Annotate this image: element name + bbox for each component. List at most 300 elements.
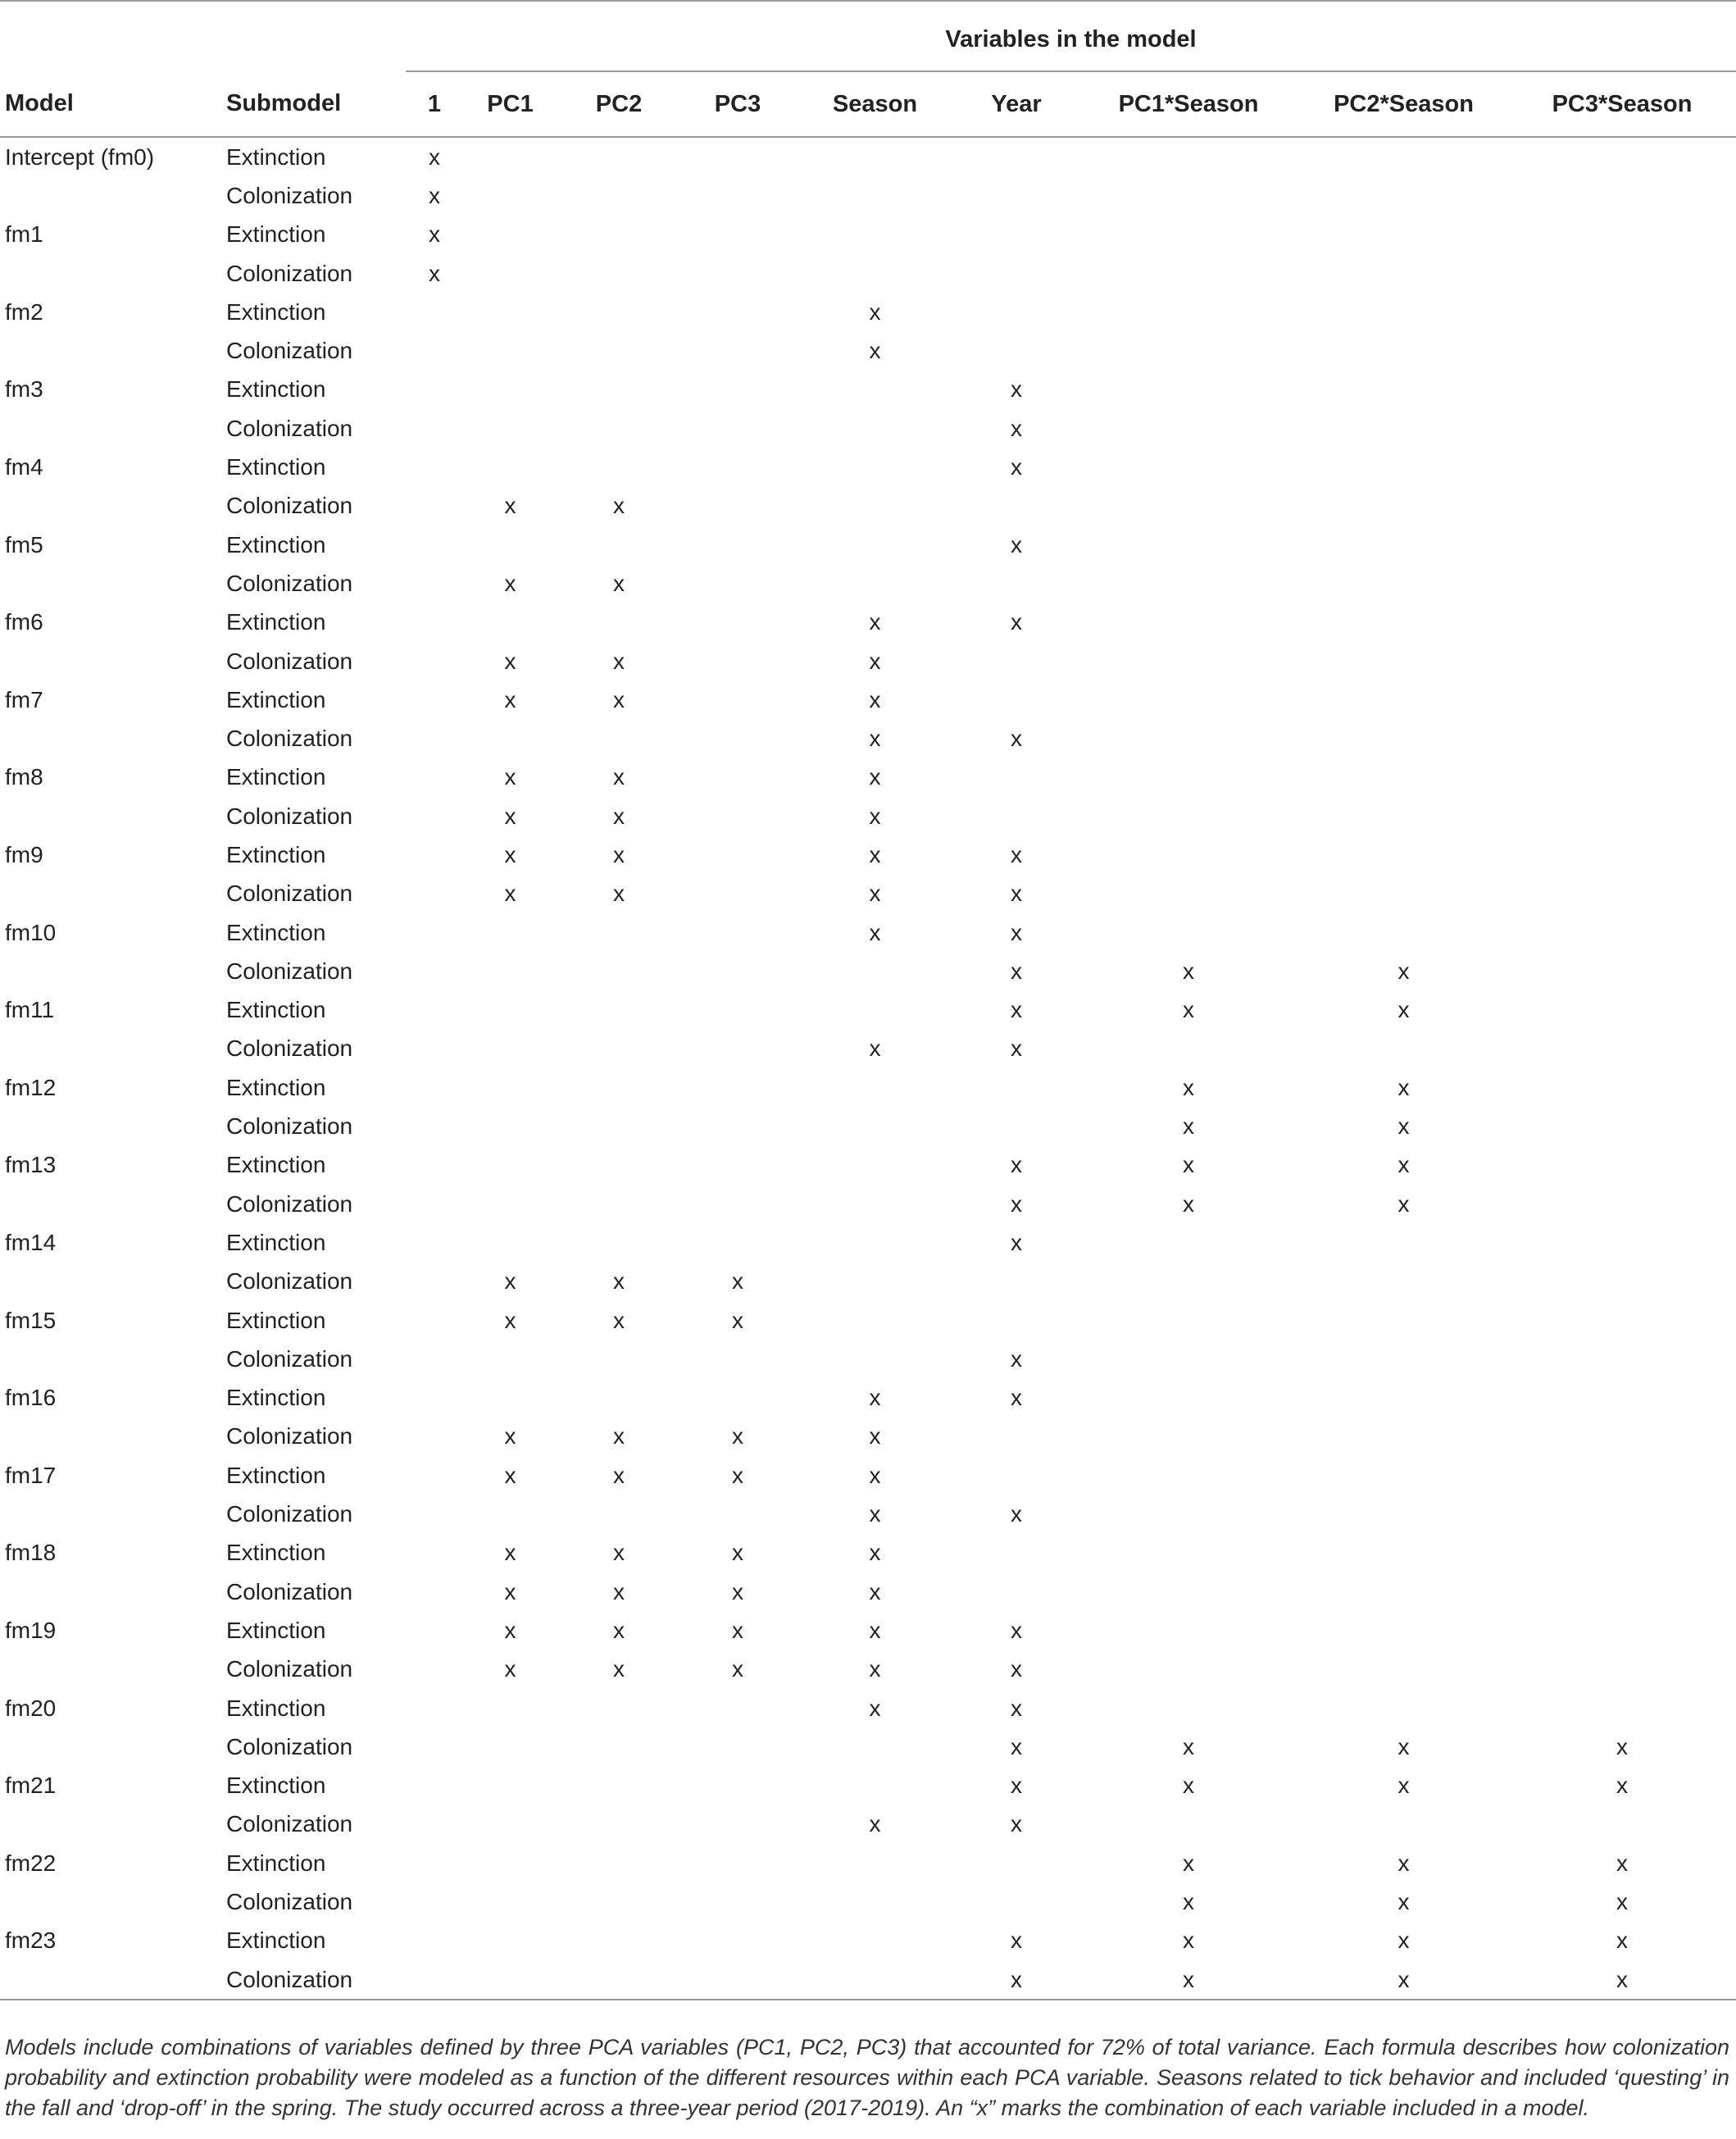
empty-cell <box>1299 603 1508 642</box>
inclusion-mark-cell: x <box>1011 841 1022 867</box>
empty-cell <box>680 137 795 176</box>
empty-cell <box>557 1689 680 1727</box>
empty-cell <box>1299 719 1508 758</box>
inclusion-mark-cell: x <box>1183 958 1194 984</box>
empty-cell <box>406 526 463 564</box>
empty-cell <box>406 293 463 331</box>
inclusion-mark-cell: x <box>504 493 516 519</box>
empty-cell <box>1508 137 1736 176</box>
empty-cell <box>406 1689 463 1727</box>
model-cell <box>0 564 221 603</box>
inclusion-mark-cell: x <box>504 764 516 790</box>
inclusion-mark-cell: x <box>1011 1152 1022 1178</box>
model-cell <box>0 1650 221 1689</box>
empty-cell <box>463 1960 557 2000</box>
inclusion-mark-cell: x <box>429 221 440 248</box>
model-cell: fm5 <box>5 531 43 558</box>
empty-cell <box>463 1107 557 1145</box>
empty-cell <box>795 1340 955 1378</box>
empty-cell <box>795 952 955 990</box>
submodel-cell: Extinction <box>226 1695 326 1721</box>
empty-cell <box>406 1805 463 1844</box>
inclusion-mark-cell: x <box>1078 1960 1299 2000</box>
inclusion-mark-cell: x <box>613 803 625 829</box>
inclusion-mark-cell: x <box>1616 1927 1628 1954</box>
model-cell: fm16 <box>5 1385 57 1411</box>
inclusion-mark-cell: x <box>613 1540 625 1566</box>
table-row <box>0 1185 1736 1223</box>
empty-cell <box>557 409 680 448</box>
empty-cell <box>680 1030 795 1068</box>
empty-cell <box>557 1844 680 1882</box>
empty-cell <box>1299 564 1508 603</box>
model-cell <box>0 176 221 215</box>
empty-cell <box>1078 1805 1299 1844</box>
inclusion-mark-cell: x <box>1011 1190 1022 1217</box>
inclusion-mark-cell: x <box>1011 1656 1022 1682</box>
empty-cell <box>406 1922 463 1960</box>
empty-cell <box>1078 1223 1299 1262</box>
empty-cell <box>1508 1611 1736 1650</box>
empty-cell <box>1299 1340 1508 1378</box>
inclusion-mark-cell: x <box>732 1540 743 1566</box>
inclusion-mark-cell: x <box>613 1268 625 1295</box>
inclusion-mark-cell: x <box>1183 1850 1194 1876</box>
table-row <box>0 1805 1736 1844</box>
submodel-cell: Extinction <box>226 376 326 403</box>
model-cell: fm18 <box>5 1540 57 1566</box>
table-row <box>0 1727 1736 1766</box>
empty-cell <box>1508 1185 1736 1223</box>
inclusion-mark-cell: x <box>504 1617 516 1643</box>
empty-cell <box>1078 1689 1299 1727</box>
empty-cell <box>406 680 463 719</box>
inclusion-mark-cell: x <box>1011 1385 1022 1411</box>
inclusion-mark-cell: x <box>613 1462 625 1488</box>
empty-cell <box>557 331 680 370</box>
empty-cell <box>406 1418 463 1456</box>
empty-cell <box>557 913 680 952</box>
empty-cell <box>1078 254 1299 293</box>
model-cell <box>0 409 221 448</box>
model-cell <box>0 719 221 758</box>
inclusion-mark-cell: x <box>1397 1773 1410 1799</box>
model-cell <box>0 1263 221 1301</box>
inclusion-mark-cell: x <box>613 1617 625 1643</box>
empty-cell <box>406 603 463 642</box>
empty-cell <box>1299 1456 1508 1495</box>
model-cell: fm21 <box>5 1773 57 1799</box>
inclusion-mark-cell: x <box>732 1578 743 1604</box>
empty-cell <box>557 1727 680 1766</box>
empty-cell <box>1508 991 1736 1030</box>
empty-cell <box>557 1185 680 1223</box>
empty-cell <box>557 1379 680 1418</box>
empty-cell <box>955 1572 1078 1611</box>
inclusion-mark-cell: x <box>1011 1617 1022 1643</box>
empty-cell <box>1508 1689 1736 1727</box>
submodel-cell: Extinction <box>226 1152 326 1178</box>
inclusion-mark-cell: x <box>869 686 881 712</box>
inclusion-mark-cell: x <box>429 143 440 170</box>
empty-cell <box>680 1844 795 1882</box>
model-cell: fm12 <box>5 1074 57 1100</box>
empty-cell <box>406 835 463 874</box>
submodel-cell: Colonization <box>226 803 353 829</box>
empty-cell <box>955 176 1078 215</box>
inclusion-mark-cell: x <box>869 1035 881 1062</box>
inclusion-mark-cell: x <box>613 1307 625 1333</box>
empty-cell <box>406 719 463 758</box>
table-row <box>0 991 1736 1030</box>
model-cell <box>0 952 221 990</box>
inclusion-mark-cell: x <box>732 1268 743 1295</box>
column-header-row <box>0 71 1736 137</box>
empty-cell <box>406 1456 463 1495</box>
empty-cell <box>1508 409 1736 448</box>
submodel-cell: Extinction <box>226 1229 326 1255</box>
empty-cell <box>463 448 557 486</box>
table-row <box>0 1611 1736 1650</box>
empty-cell <box>1508 1379 1736 1418</box>
table-row <box>0 913 1736 952</box>
empty-cell <box>406 1960 463 2000</box>
empty-cell <box>1508 1263 1736 1301</box>
empty-cell <box>406 1223 463 1262</box>
table-row <box>0 1572 1736 1611</box>
empty-cell <box>463 409 557 448</box>
table-row <box>0 835 1736 874</box>
empty-cell <box>795 1844 955 1882</box>
empty-cell <box>463 1030 557 1068</box>
submodel-cell: Extinction <box>226 919 326 945</box>
inclusion-mark-cell: x <box>1397 1113 1410 1140</box>
submodel-cell: Colonization <box>226 1811 353 1837</box>
empty-cell <box>406 409 463 448</box>
empty-cell <box>1078 331 1299 370</box>
submodel-cell: Extinction <box>226 1850 326 1876</box>
empty-cell <box>406 1766 463 1804</box>
empty-cell <box>680 1340 795 1378</box>
empty-cell <box>795 1960 955 2000</box>
empty-cell <box>1299 1495 1508 1533</box>
inclusion-mark-cell: x <box>1183 997 1194 1023</box>
table-row <box>0 487 1736 526</box>
submodel-cell: Extinction <box>226 531 326 558</box>
inclusion-mark-cell: x <box>1397 958 1410 984</box>
empty-cell <box>463 603 557 642</box>
column-header-pc2-season: PC2*Season <box>1299 71 1508 137</box>
table-row <box>0 758 1736 797</box>
empty-cell <box>1508 1223 1736 1262</box>
inclusion-mark-cell: x <box>1616 1773 1628 1799</box>
inclusion-mark-cell: x <box>1011 609 1022 635</box>
empty-cell <box>795 1107 955 1145</box>
empty-cell <box>463 1068 557 1107</box>
empty-cell <box>1508 1418 1736 1456</box>
submodel-cell: Extinction <box>226 764 326 790</box>
model-cell <box>0 1107 221 1145</box>
inclusion-mark-cell: x <box>869 1656 881 1682</box>
inclusion-mark-cell: x <box>869 1385 881 1411</box>
empty-cell <box>406 1572 463 1611</box>
empty-cell <box>406 331 463 370</box>
empty-cell <box>1508 1572 1736 1611</box>
model-cell <box>0 1960 221 2000</box>
empty-cell <box>557 176 680 215</box>
empty-cell <box>680 216 795 254</box>
inclusion-mark-cell: x <box>1011 1811 1022 1837</box>
model-cell <box>0 642 221 680</box>
empty-cell <box>955 1456 1078 1495</box>
empty-cell <box>955 680 1078 719</box>
empty-cell <box>955 758 1078 797</box>
inclusion-mark-cell: x <box>869 1423 881 1450</box>
empty-cell <box>1508 1534 1736 1572</box>
empty-cell <box>680 176 795 215</box>
empty-cell <box>1508 835 1736 874</box>
inclusion-mark-cell: x <box>504 648 516 674</box>
empty-cell <box>1078 875 1299 913</box>
empty-cell <box>1078 603 1299 642</box>
submodel-cell: Colonization <box>226 1889 353 1914</box>
submodel-cell: Extinction <box>226 841 326 867</box>
inclusion-mark-cell: x <box>1397 1074 1410 1100</box>
inclusion-mark-cell: x <box>869 1578 881 1604</box>
empty-cell <box>557 1030 680 1068</box>
empty-cell <box>1299 680 1508 719</box>
inclusion-mark-cell: x <box>1011 1773 1022 1799</box>
empty-cell <box>557 1107 680 1145</box>
empty-cell <box>680 487 795 526</box>
empty-cell <box>1299 254 1508 293</box>
empty-cell <box>1078 1263 1299 1301</box>
submodel-cell: Colonization <box>226 958 353 984</box>
empty-cell <box>1508 1495 1736 1533</box>
table-row <box>0 642 1736 680</box>
inclusion-mark-cell: x <box>1011 376 1022 403</box>
empty-cell <box>1508 1340 1736 1378</box>
inclusion-mark-cell: x <box>1011 1345 1022 1372</box>
group-header-row <box>0 8 1736 71</box>
empty-cell <box>955 331 1078 370</box>
group-header: Variables in the model <box>406 8 1736 71</box>
empty-cell <box>406 875 463 913</box>
empty-cell <box>557 137 680 176</box>
model-cell <box>0 254 221 293</box>
empty-cell <box>463 1223 557 1262</box>
submodel-cell: Colonization <box>226 648 353 674</box>
empty-cell <box>406 1185 463 1223</box>
table-row <box>0 603 1736 642</box>
inclusion-mark-cell: x <box>869 338 881 364</box>
submodel-cell: Colonization <box>226 1268 353 1295</box>
empty-cell <box>680 293 795 331</box>
empty-cell <box>795 409 955 448</box>
inclusion-mark-cell: x <box>1508 1960 1736 2000</box>
model-cell: fm10 <box>5 919 57 945</box>
model-cell: fm17 <box>5 1462 57 1488</box>
empty-cell <box>795 1146 955 1185</box>
submodel-cell: Colonization <box>226 1733 353 1759</box>
empty-cell <box>680 758 795 797</box>
submodel-cell: Colonization <box>226 1345 353 1372</box>
empty-cell <box>795 1922 955 1960</box>
inclusion-mark-cell: x <box>1011 1035 1022 1062</box>
empty-cell <box>463 719 557 758</box>
empty-cell <box>1299 448 1508 486</box>
empty-cell <box>1508 487 1736 526</box>
inclusion-mark-cell: x <box>1011 454 1022 480</box>
empty-cell <box>680 835 795 874</box>
submodel-cell: Colonization <box>226 570 353 596</box>
inclusion-mark-cell: x <box>869 803 881 829</box>
inclusion-mark-cell: x <box>732 1462 743 1488</box>
empty-cell <box>463 1689 557 1727</box>
inclusion-mark-cell: x <box>1183 1190 1194 1217</box>
empty-cell <box>406 991 463 1030</box>
empty-cell <box>680 254 795 293</box>
empty-cell <box>680 1960 795 2000</box>
inclusion-mark-cell: x <box>1011 726 1022 752</box>
inclusion-mark-cell: x <box>1011 919 1022 945</box>
table-row <box>0 1844 1736 1882</box>
inclusion-mark-cell: x <box>504 570 516 596</box>
empty-cell <box>680 526 795 564</box>
inclusion-mark-cell: x <box>869 881 881 907</box>
empty-cell <box>1078 913 1299 952</box>
empty-cell <box>1508 1650 1736 1689</box>
empty-cell <box>406 1534 463 1572</box>
inclusion-mark-cell: x <box>504 881 516 907</box>
empty-cell <box>955 1418 1078 1456</box>
empty-cell <box>680 1146 795 1185</box>
table-row <box>0 1223 1736 1262</box>
submodel-cell: Colonization <box>226 338 353 364</box>
empty-cell <box>1508 603 1736 642</box>
submodel-cell: Extinction <box>226 1385 326 1411</box>
model-cell: fm23 <box>5 1927 57 1954</box>
empty-cell <box>463 526 557 564</box>
empty-cell <box>1078 797 1299 835</box>
inclusion-mark-cell: x <box>429 182 440 208</box>
model-cell: fm2 <box>5 298 43 325</box>
empty-cell <box>680 642 795 680</box>
column-header-model: Model <box>0 71 221 137</box>
table-row <box>0 216 1736 254</box>
empty-cell <box>1299 216 1508 254</box>
empty-cell <box>1508 680 1736 719</box>
model-cell <box>0 331 221 370</box>
empty-cell <box>1299 1379 1508 1418</box>
empty-cell <box>1299 835 1508 874</box>
submodel-cell: Extinction <box>226 686 326 712</box>
empty-cell <box>1078 680 1299 719</box>
empty-cell <box>1508 448 1736 486</box>
empty-cell <box>557 719 680 758</box>
empty-cell <box>795 254 955 293</box>
empty-cell <box>406 758 463 797</box>
empty-cell <box>1299 1418 1508 1456</box>
table-row <box>0 1068 1736 1107</box>
submodel-cell: Colonization <box>221 1960 406 2000</box>
column-header-pc3: PC3 <box>680 71 795 137</box>
table-row <box>0 1418 1736 1456</box>
empty-cell <box>1508 176 1736 215</box>
table-row <box>0 1146 1736 1185</box>
empty-cell <box>680 1727 795 1766</box>
empty-cell <box>406 1263 463 1301</box>
submodel-cell: Colonization <box>226 881 353 907</box>
inclusion-mark-cell: x <box>1011 1927 1022 1954</box>
empty-cell <box>406 1301 463 1340</box>
inclusion-mark-cell: x <box>613 493 625 519</box>
empty-cell <box>1508 216 1736 254</box>
empty-cell <box>557 254 680 293</box>
table-row <box>0 1456 1736 1495</box>
top-rule <box>0 1 1736 8</box>
model-cell <box>0 1727 221 1766</box>
empty-cell <box>1508 797 1736 835</box>
empty-cell <box>557 991 680 1030</box>
empty-cell <box>1508 526 1736 564</box>
inclusion-mark-cell: x <box>869 841 881 867</box>
empty-cell <box>680 1107 795 1145</box>
empty-cell <box>1078 1418 1299 1456</box>
empty-cell <box>795 1223 955 1262</box>
table-row <box>0 409 1736 448</box>
empty-cell <box>406 1340 463 1378</box>
empty-cell <box>795 564 955 603</box>
model-cell: fm6 <box>5 609 43 635</box>
empty-cell <box>1299 331 1508 370</box>
empty-cell <box>1508 758 1736 797</box>
table-row <box>0 1340 1736 1378</box>
empty-cell <box>406 1068 463 1107</box>
empty-cell <box>463 1185 557 1223</box>
empty-cell <box>463 176 557 215</box>
empty-cell <box>1508 913 1736 952</box>
empty-cell <box>1078 1456 1299 1495</box>
empty-cell <box>680 797 795 835</box>
inclusion-mark-cell: x <box>613 841 625 867</box>
table-row <box>0 448 1736 486</box>
table-row <box>0 1922 1736 1960</box>
table-row <box>0 526 1736 564</box>
submodel-cell: Colonization <box>226 726 353 752</box>
inclusion-mark-cell: x <box>1397 997 1410 1023</box>
inclusion-mark-cell: x <box>1011 958 1022 984</box>
empty-cell <box>557 603 680 642</box>
empty-cell <box>1508 293 1736 331</box>
empty-cell <box>955 564 1078 603</box>
table-row <box>0 1301 1736 1340</box>
empty-cell <box>955 216 1078 254</box>
empty-cell <box>680 1689 795 1727</box>
inclusion-mark-cell: x <box>504 686 516 712</box>
empty-cell <box>406 564 463 603</box>
empty-cell <box>955 797 1078 835</box>
inclusion-mark-cell: x <box>1011 1229 1022 1255</box>
inclusion-mark-cell: x <box>732 1617 743 1643</box>
model-cell: fm22 <box>5 1850 57 1876</box>
empty-cell <box>1078 448 1299 486</box>
empty-cell <box>680 952 795 990</box>
empty-cell <box>463 331 557 370</box>
empty-cell <box>795 448 955 486</box>
empty-cell <box>1508 1030 1736 1068</box>
submodel-cell: Colonization <box>226 415 353 441</box>
